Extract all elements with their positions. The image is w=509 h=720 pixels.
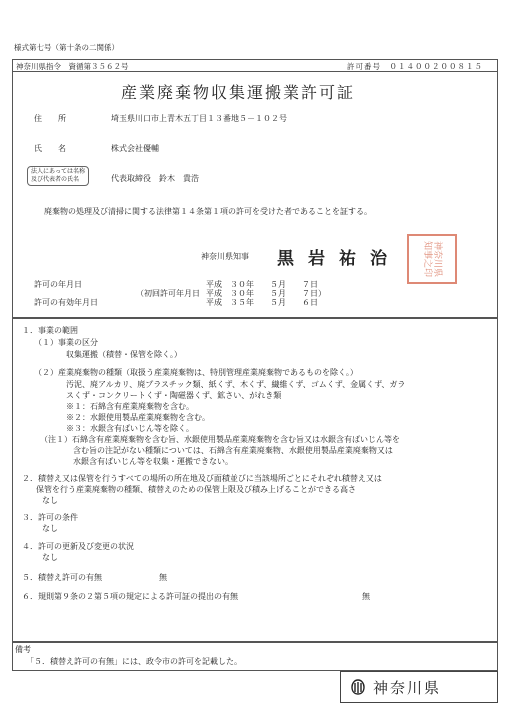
caution-line-1: （注１）石綿含有産業廃棄物を含む旨、水銀使用製品産業廃棄物を含む旨又は水銀含有ばいじん等を <box>40 435 400 444</box>
footer-logo-text: 神奈川県 <box>373 678 442 697</box>
section-2-value: なし <box>42 496 58 505</box>
caution-line-2: 含む旨の注記がない種類については、石綿含有産業廃棄物、水銀使用製品産業廃棄物又は <box>73 446 393 455</box>
address-value: 埼玉県川口市上青木五丁目１３番地５－１０２号 <box>111 114 287 123</box>
kanagawa-emblem-icon <box>349 678 367 696</box>
scope-heading: １．事業の範囲 <box>22 326 78 335</box>
document-title: 産業廃棄物収集運搬業許可証 <box>121 83 356 102</box>
footer-logo <box>340 671 498 703</box>
types-line-2: スくず・コンクリートくず・陶磁器くず、鉱さい、がれき類 <box>66 391 282 400</box>
governor-title: 神奈川県知事 <box>201 252 249 261</box>
section-3-heading: ３．許可の条件 <box>22 513 78 522</box>
section-4-value: なし <box>42 553 58 562</box>
section-3-value: なし <box>42 524 58 533</box>
section-6-heading: ６．規則第９条の２第５項の規定による許可証の提出の有無 <box>22 592 238 601</box>
section-4-heading: ４．許可の更新及び変更の状況 <box>22 542 134 551</box>
section-6-value: 無 <box>362 592 370 601</box>
category-heading: （１）事業の区分 <box>34 338 98 347</box>
valid-date-label: 許可の有効年月日 <box>34 298 98 307</box>
section-5-value: 無 <box>159 573 167 582</box>
section-2-line-1: ２．積替え又は保管を行うすべての場所の所在地及び面積並びに当該場所ごとにそれぞれ積替え又は <box>22 474 382 483</box>
form-label: 様式第七号（第十条の二関係） <box>14 43 119 52</box>
types-heading: （２）産業廃棄物の種類（取扱う産業廃棄物は、特別管理産業廃棄物であるものを除く。） <box>34 368 358 377</box>
official-seal: 神奈川県 知事之印 <box>407 234 457 284</box>
representative-value: 代表取締役 鈴木 貴浩 <box>111 174 199 183</box>
address-label: 住 所 <box>34 114 66 123</box>
section-5-heading: ５．積替え許可の有無 <box>22 573 102 582</box>
initial-date-value: 平成 ３０年 ５月 ７日） <box>206 289 326 298</box>
remarks-label: 備考 <box>15 645 31 654</box>
certification-statement: 廃棄物の処理及び清掃に関する法律第１４条第１項の許可を受けた者であることを証する。 <box>44 207 372 216</box>
representative-label: 法人にあっては名称 及び代表者の氏名 <box>27 166 89 186</box>
designation-number: 神奈川県指令 資循第３５６２号 <box>16 62 129 71</box>
note-2: ※２：水銀使用製品産業廃棄物を含む。 <box>66 413 210 422</box>
permit-number: 許可番号 ０１４００２００８１５ <box>347 62 483 71</box>
note-1: ※１：石綿含有産業廃棄物を含む。 <box>66 402 194 411</box>
valid-date-value: 平成 ３５年 ５月 ６日 <box>206 298 318 307</box>
section-2-line-2: 保管を行う産業廃棄物の種類、積替えのための保管上限及び積み上げることができる高さ <box>36 485 356 494</box>
name-label: 氏 名 <box>34 144 66 153</box>
permit-date-label: 許可の年月日 <box>34 280 82 289</box>
permit-date-value: 平成 ３０年 ５月 ７日 <box>206 280 318 289</box>
types-line-1: 汚泥、廃アルカリ、廃プラスチック類、紙くず、木くず、繊維くず、ゴムくず、金属くず、ガラ <box>66 380 406 389</box>
remarks-text: 「５．積替え許可の有無」には、政令市の許可を記載した。 <box>26 657 242 666</box>
governor-name: 黒岩祐治 <box>277 249 401 269</box>
caution-line-3: 水銀含有ばいじん等を収集・運搬できない。 <box>73 457 233 466</box>
category-value: 収集運搬（積替・保管を除く。） <box>66 350 182 359</box>
initial-date-label: （初回許可年月日 <box>136 289 200 298</box>
name-value: 株式会社優輔 <box>111 144 159 153</box>
note-3: ※３：水銀含有ばいじん等を除く。 <box>66 424 194 433</box>
